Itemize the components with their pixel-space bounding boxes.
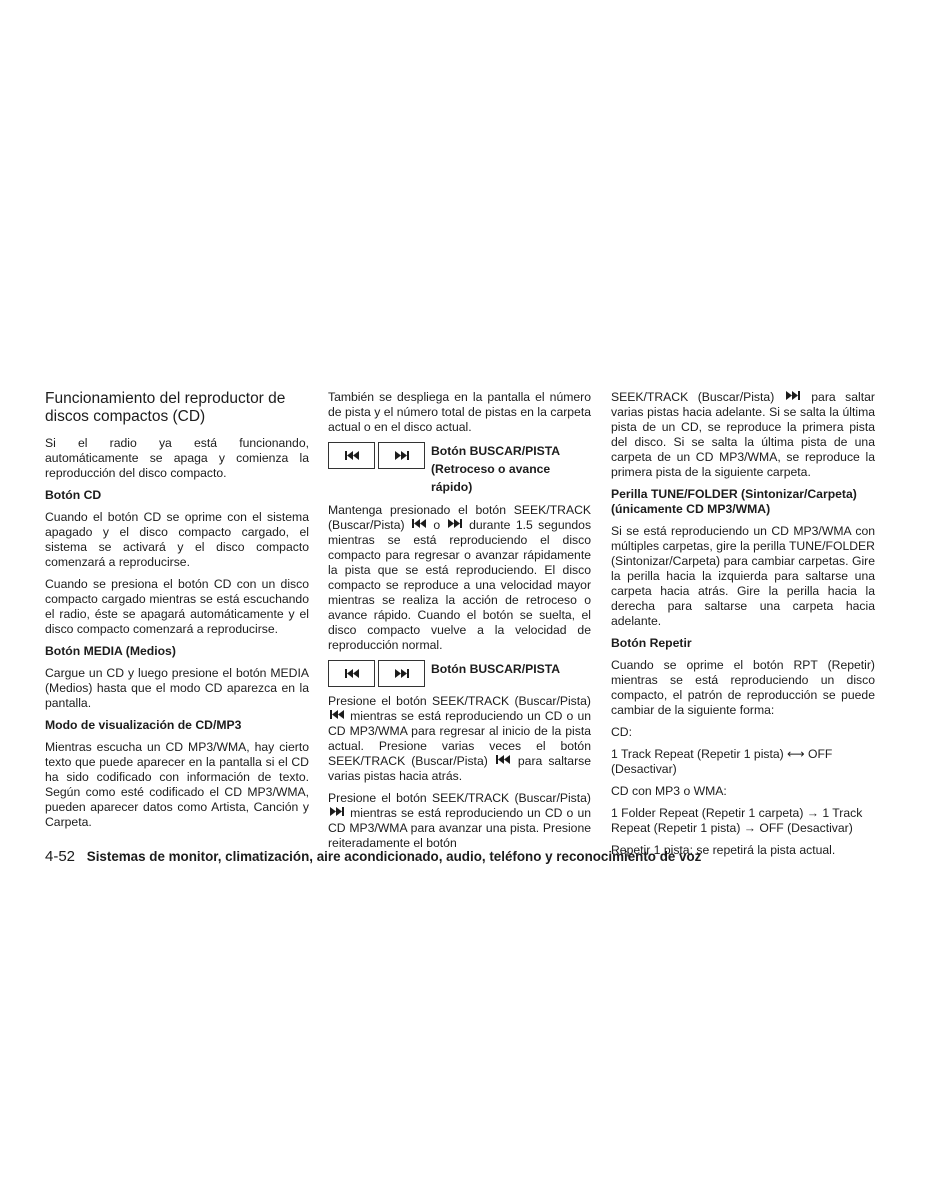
seek-p2-text-a: Presione el botón SEEK/TRACK (Buscar/Pista) <box>328 791 591 805</box>
cd-button-heading: Botón CD <box>45 488 102 502</box>
section-title: Funcionamiento del reproductor de discos compactos (CD) <box>45 390 286 425</box>
seek-paragraph-1 <box>328 694 591 784</box>
tune-folder-paragraph: Si se está reproduciendo un CD MP3/WMA con múltiples carpetas, gire la perilla TUNE/FOLDER (Sintonizar/Carpeta) para cambiar carpetas. Gire la perilla hacia la izquierda para saltarse una carpeta hacia atrás. Gire la perilla hacia la derecha para saltarse una carpeta hacia adelante. <box>611 524 875 628</box>
column-1 <box>45 390 309 837</box>
cd-button-paragraph-1: Cuando el botón CD se oprime con el sistema apagado y el disco compacto cargado, el sistema se activará y el disco compacto comenzará a reproducirse. <box>45 510 309 569</box>
seek-heading: Botón BUSCAR/PISTA <box>431 662 561 676</box>
seek-p1-text-b: mientras se está reproduciendo un CD o un CD MP3/WMA para regresar al inicio de la pista actual. Presione varias veces el botón SEEK/TRACK (Buscar/Pista) <box>328 709 591 768</box>
seek-p1-text-c: para saltarse varias pistas hacia atrás. <box>328 754 592 783</box>
cd-label: CD: <box>611 725 632 739</box>
next-button-graphic <box>378 660 425 687</box>
seek-continuation-paragraph <box>611 390 875 480</box>
seek-p2-text-b: mientras se está reproduciendo un CD o un CD MP3/WMA para avanzar una pista. Presione reiteradamente el botón <box>328 806 591 850</box>
mp3-label: CD con MP3 o WMA: <box>611 784 727 798</box>
intro-paragraph: Si el radio ya está funcionando, automáticamente se apaga y comienza la reproducción del disco compacto. <box>45 436 309 480</box>
mp3-repeat-modes: 1 Folder Repeat (Repetir 1 carpeta) → 1 Track Repeat (Repetir 1 pista) → OFF (Desactivar) <box>611 806 863 835</box>
skip-forward-icon <box>448 519 462 528</box>
cd-button-paragraph-2: Cuando se presiona el botón CD con un disco compacto cargado mientras se está escuchando el radio, éste se apagará automáticamente y el disco compacto comenzará a reproducirse. <box>45 577 309 636</box>
media-button-paragraph: Cargue un CD y luego presione el botón MEDIA (Medios) hasta que el modo CD aparezca en la pantalla. <box>45 666 309 710</box>
seek-paragraph-2 <box>328 791 591 851</box>
tune-folder-heading: Perilla TUNE/FOLDER (Sintonizar/Carpeta) (únicamente CD MP3/WMA) <box>611 487 857 516</box>
media-button-heading: Botón MEDIA (Medios) <box>45 644 176 658</box>
skip-forward-icon <box>786 391 800 400</box>
prev-button-graphic <box>328 660 375 687</box>
skip-back-icon <box>339 449 365 462</box>
chapter-title: Sistemas de monitor, climatización, aire acondicionado, audio, teléfono y reconocimiento de voz <box>86 849 702 864</box>
column-3 <box>611 390 875 865</box>
seek-rev-block <box>328 442 591 496</box>
column-2 <box>328 390 591 858</box>
seek-block <box>328 660 591 687</box>
page-footer <box>45 849 905 865</box>
skip-forward-icon <box>330 807 344 816</box>
skip-back-icon <box>496 755 510 764</box>
skip-forward-icon <box>389 667 415 680</box>
seek-rev-text-b: o <box>433 518 441 532</box>
skip-back-icon <box>412 519 426 528</box>
repeat-button-heading: Botón Repetir <box>611 636 692 650</box>
skip-back-icon <box>330 710 344 719</box>
cd-repeat-modes: 1 Track Repeat (Repetir 1 pista) ⟷ OFF (Desactivar) <box>611 747 833 776</box>
seek-rev-heading: Botón BUSCAR/PISTA (Retroceso o avance rápido) <box>431 444 560 494</box>
repeat-note: Repetir 1 pista: se repetirá la pista actual. <box>611 843 836 857</box>
display-mode-paragraph: Mientras escucha un CD MP3/WMA, hay cierto texto que puede aparecer en la pantalla si el CD ha sido codificado con información de texto. Según como esté codificado el CD MP3/WMA, pueden aparecer datos como Artista, Canción y Carpeta. <box>45 740 309 829</box>
repeat-paragraph: Cuando se oprime el botón RPT (Repetir) mientras se está reproduciendo un disco compacto, el patrón de reproducción se puede cambiar de la siguiente forma: <box>611 658 875 717</box>
cont-text-a: SEEK/TRACK (Buscar/Pista) <box>611 390 775 404</box>
cont-text-b: para saltar varias pistas hacia adelante. Si se salta la última pista de un CD, se reproduce la primera pista del disco. Si se salta la última pista de una carpeta de un CD MP3/WMA, se reproduce la primera pista de la siguiente carpeta. <box>611 390 875 479</box>
next-button-graphic <box>378 442 425 469</box>
seek-rev-text-a: Mantenga presionado el botón SEEK/TRACK (Buscar/Pista) <box>328 503 591 532</box>
seek-rev-text-c: durante 1.5 segundos mientras se está reproduciendo el disco compacto para regresar o avanzar rápidamente la pista que se está reproduciendo. El disco compacto se reproduce a una velocidad mayor mientras se realiza la acción de retroceso o avance rápido. Cuando el botón se suelta, el disco compacto vuelve a la velocidad de reproducción normal. <box>328 518 592 652</box>
display-mode-heading: Modo de visualización de CD/MP3 <box>45 718 242 732</box>
skip-back-icon <box>339 667 365 680</box>
prev-button-graphic <box>328 442 375 469</box>
page-number: 4-52 <box>45 848 76 865</box>
seek-p1-text-a: Presione el botón SEEK/TRACK (Buscar/Pista) <box>328 694 591 708</box>
seek-rev-paragraph <box>328 503 591 653</box>
track-number-paragraph: También se despliega en la pantalla el número de pista y el número total de pistas en la carpeta actual o en el disco actual. <box>328 390 591 434</box>
skip-forward-icon <box>389 449 415 462</box>
